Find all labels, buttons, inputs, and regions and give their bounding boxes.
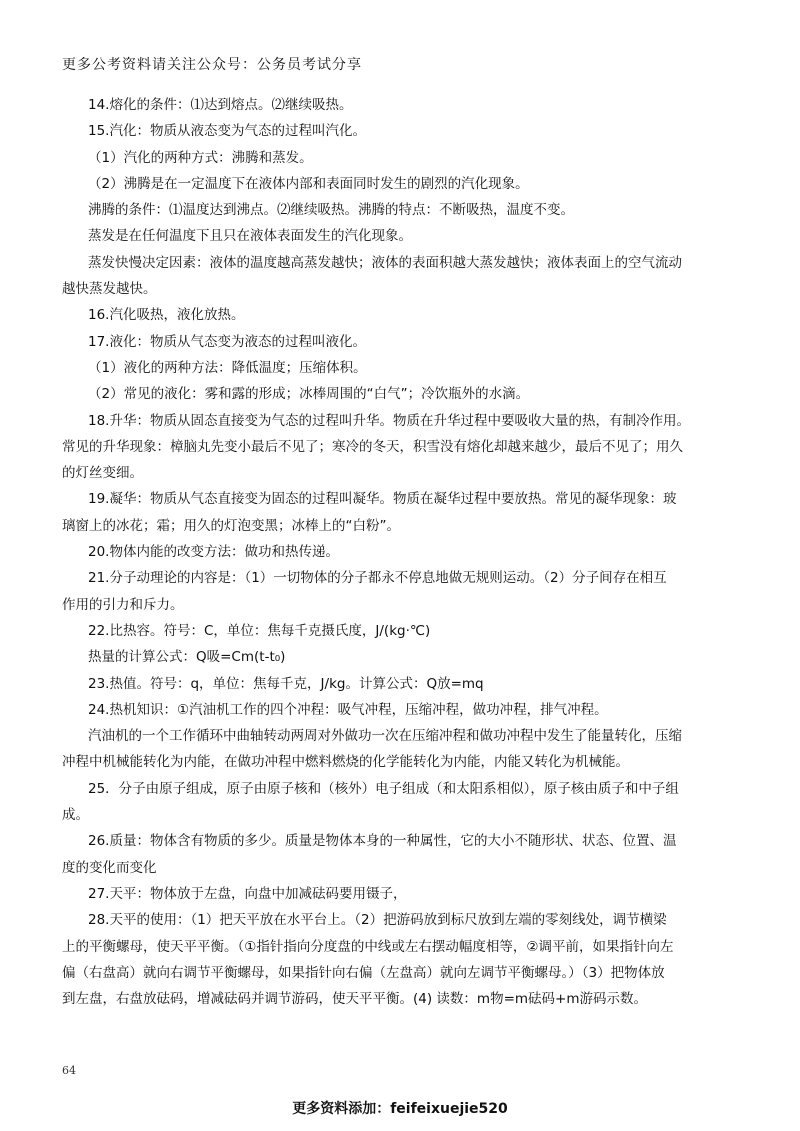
document-body (62, 92, 738, 1012)
text-line: 24.热机知识：①汽油机工作的四个冲程：吸气冲程，压缩冲程，做功冲程，排气冲程。 (88, 701, 608, 718)
text-line: 璃窗上的冰花；霜；用久的灯泡变黑；冰棒上的“白粉”。 (62, 517, 400, 534)
text-line: 25．分子由原子组成，原子由原子核和（核外）电子组成（和太阳系相似），原子核由质子和中子组 (88, 780, 679, 797)
text-line: 蒸发是在任何温度下且只在液体表面发生的汽化现象。 (88, 228, 412, 245)
text-line: （1）汽化的两种方式：沸腾和蒸发。 (88, 149, 313, 166)
text-line: 18.升华：物质从固态直接变为气态的过程叫升华。物质在升华过程中要吸收大量的热，有制冷作用。 (88, 412, 690, 429)
page-header: 更多公考资料请关注公众号：公务员考试分享 (62, 57, 362, 73)
text-line: 15.汽化：物质从液态变为气态的过程叫汽化。 (88, 123, 366, 140)
text-line: 成。 (62, 807, 89, 824)
page-number: 64 (62, 1064, 76, 1077)
page-footer: 更多资料添加：feifeixuejie520 (292, 1101, 508, 1117)
text-line: 20.物体内能的改变方法：做功和热传递。 (88, 544, 339, 561)
text-line: 热量的计算公式：Q吸=Cm(t-t₀) (88, 649, 286, 666)
text-line: 26.质量：物体含有物质的多少。质量是物体本身的一种属性，它的大小不随形状、状态、位置、温 (88, 833, 677, 850)
text-line: （2）沸腾是在一定温度下在液体内部和表面同时发生的剧烈的汽化现象。 (88, 175, 529, 192)
text-line: （1）液化的两种方法：降低温度；压缩体积。 (88, 359, 367, 376)
text-line: 度的变化而变化 (62, 859, 157, 876)
text-line: 22.比热容。符号：C，单位：焦每千克摄氏度，J/(kg·℃) (88, 622, 431, 639)
text-line: 越快蒸发越快。 (62, 281, 157, 298)
text-line: （2）常见的液化：雾和露的形成；冰棒周围的“白气”；冷饮瓶外的水滴。 (88, 386, 530, 403)
text-line: 上的平衡螺母，使天平平衡。（①指针指向分度盘的中线或左右摆动幅度相等，②调平前，如果指针向左 (62, 938, 674, 955)
text-line: 常见的升华现象：樟脑丸先变小最后不见了；寒冷的冬天，积雪没有熔化却越来越少，最后不见了；用久 (62, 438, 683, 455)
text-line: 蒸发快慢决定因素：液体的温度越高蒸发越快；液体的表面积越大蒸发越快；液体表面上的空气流动 (88, 254, 682, 271)
text-line: 沸腾的条件：⑴温度达到沸点。⑵继续吸热。沸腾的特点：不断吸热，温度不变。 (88, 202, 574, 219)
text-line: 28.天平的使用：（1）把天平放在水平台上。（2）把游码放到标尺放到左端的零刻线处，调节横梁 (88, 912, 667, 929)
text-line: 的灯丝变细。 (62, 465, 143, 482)
text-line: 偏（右盘高）就向右调节平衡螺母，如果指针向右偏（左盘高）就向左调节平衡螺母。）（3）把物体放 (62, 964, 665, 981)
text-line: 16.汽化吸热，液化放热。 (88, 307, 245, 324)
text-line: 17.液化：物质从气态变为液态的过程叫液化。 (88, 333, 366, 350)
text-line: 作用的引力和斥力。 (62, 596, 184, 613)
text-line: 27.天平：物体放于左盘，向盘中加减砝码要用镊子， (88, 885, 407, 902)
text-line: 到左盘，右盘放砝码，增减砝码并调节游码，使天平平衡。(4) 读数：m物=m砝码+m游码示数。 (62, 991, 647, 1008)
text-line: 19.凝华：物质从气态直接变为固态的过程叫凝华。物质在凝华过程中要放热。常见的凝华现象：玻 (88, 491, 677, 508)
text-line: 汽油机的一个工作循环中曲轴转动两周对外做功一次在压缩冲程和做功冲程中发生了能量转化，压缩 (88, 728, 682, 745)
text-line: 21.分子动理论的内容是：（1）一切物体的分子都永不停息地做无规则运动。（2）分子间存在相互 (88, 570, 667, 587)
text-line: 14.熔化的条件：⑴达到熔点。⑵继续吸热。 (88, 97, 353, 113)
text-line: 冲程中机械能转化为内能，在做功冲程中燃料燃烧的化学能转化为内能，内能又转化为机械能。 (62, 754, 629, 771)
text-line: 23.热值。符号：q，单位：焦每千克，J/kg。计算公式：Q放=mq (88, 675, 484, 692)
